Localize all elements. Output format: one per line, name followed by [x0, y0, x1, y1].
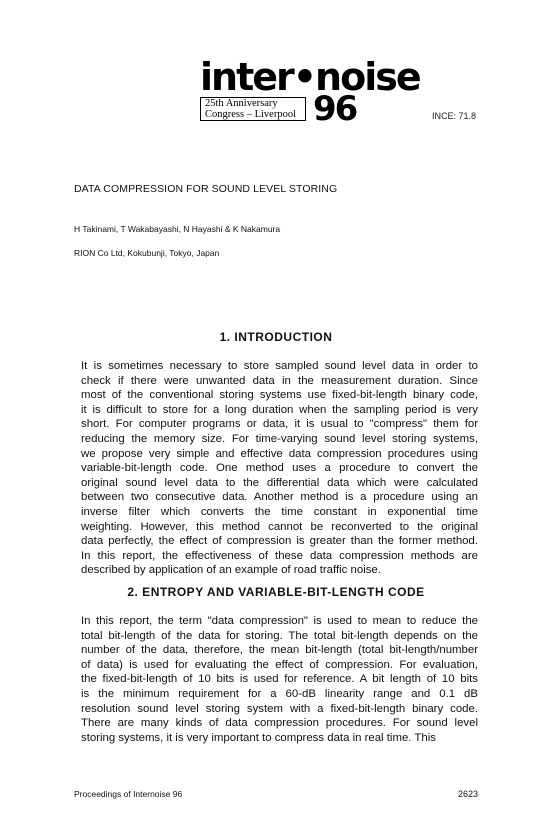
congress-location-line: Congress – Liverpool: [205, 108, 296, 120]
paper-title: DATA COMPRESSION FOR SOUND LEVEL STORING: [74, 183, 338, 195]
text-line: of data) is used for evaluating the effect of compression. For evaluation,: [81, 658, 478, 671]
paper-authors: H Takinami, T Wakabayashi, N Hayashi & K Nakamura: [74, 224, 281, 234]
ince-classification-code: INCE: 71.8: [432, 111, 477, 121]
footer-proceedings: Proceedings of Internoise 96: [74, 789, 183, 799]
footer-page-number: 2623: [457, 789, 478, 799]
text-line: it is difficult to store for a long duration when the sampling period is very: [81, 403, 478, 416]
text-line: total bit-length of the data for storing. The total bit-length depends on the: [81, 629, 478, 642]
text-line: data perfectly, the effect of compression is greater than the former method.: [81, 535, 478, 548]
text-line: reducing the memory size. For time-varying sound level storing systems,: [81, 432, 478, 445]
text-line: the fixed-bit-length of 10 bits is used for reference. A bit length of 10 bits: [81, 673, 478, 686]
text-line: resolution sound level storing system with a fixed-bit-length binary code.: [81, 702, 478, 715]
anniversary-line: 25th Anniversary: [205, 98, 278, 109]
conference-logo-year: 96: [313, 89, 357, 129]
text-line: between two consecutive data. Another method is a procedure using an: [81, 491, 478, 504]
section-heading-introduction: 1. INTRODUCTION: [219, 330, 333, 344]
section-heading-entropy: 2. ENTROPY AND VARIABLE-BIT-LENGTH CODE: [127, 585, 425, 599]
text-line: It is sometimes necessary to store sampled sound level data in order to: [81, 360, 478, 372]
text-line: original sound level data to the differential data which were calculated: [81, 476, 478, 489]
text-line: weighting. However, this method cannot be reconverted to the original: [81, 520, 478, 533]
entropy-paragraph: [81, 614, 478, 745]
text-line: inverse filter which converts the time constant in exponential time: [81, 505, 478, 518]
text-line: There are many kinds of data compression procedures. For sound level: [81, 717, 478, 730]
text-line: we propose very simple and effective data compression procedures using: [81, 447, 478, 460]
text-line: number of the data, therefore, the mean bit-length (total bit-length/number: [81, 644, 478, 657]
text-line: short. For computer programs or data, it is usual to "compress" them for: [81, 418, 478, 431]
text-line: most of the conventional storing systems use fixed-bit-length binary code,: [81, 389, 478, 402]
text-line: storing systems, it is very important to compress data in real time. This: [81, 731, 436, 744]
introduction-paragraph: [81, 359, 478, 578]
text-line: In this report, the effectiveness of these data compression methods are: [81, 549, 478, 562]
text-line: is the minimum requirement for a 60-dB linearity range and 0.1 dB: [81, 687, 478, 700]
text-line: variable-bit-length code. One method uses a procedure to convert the: [81, 462, 478, 475]
conference-anniversary-box: [200, 97, 306, 121]
conference-logo-title: inter•noise: [200, 55, 420, 99]
paper-affiliation: RION Co Ltd, Kokubunji, Tokyo, Japan: [74, 248, 220, 258]
text-line: described by application of an example of road traffic noise.: [81, 564, 381, 577]
text-line: In this report, the term "data compression" is used to mean to reduce the: [81, 615, 478, 627]
text-line: check if there were unwanted data in the measurement duration. Since: [81, 374, 478, 387]
